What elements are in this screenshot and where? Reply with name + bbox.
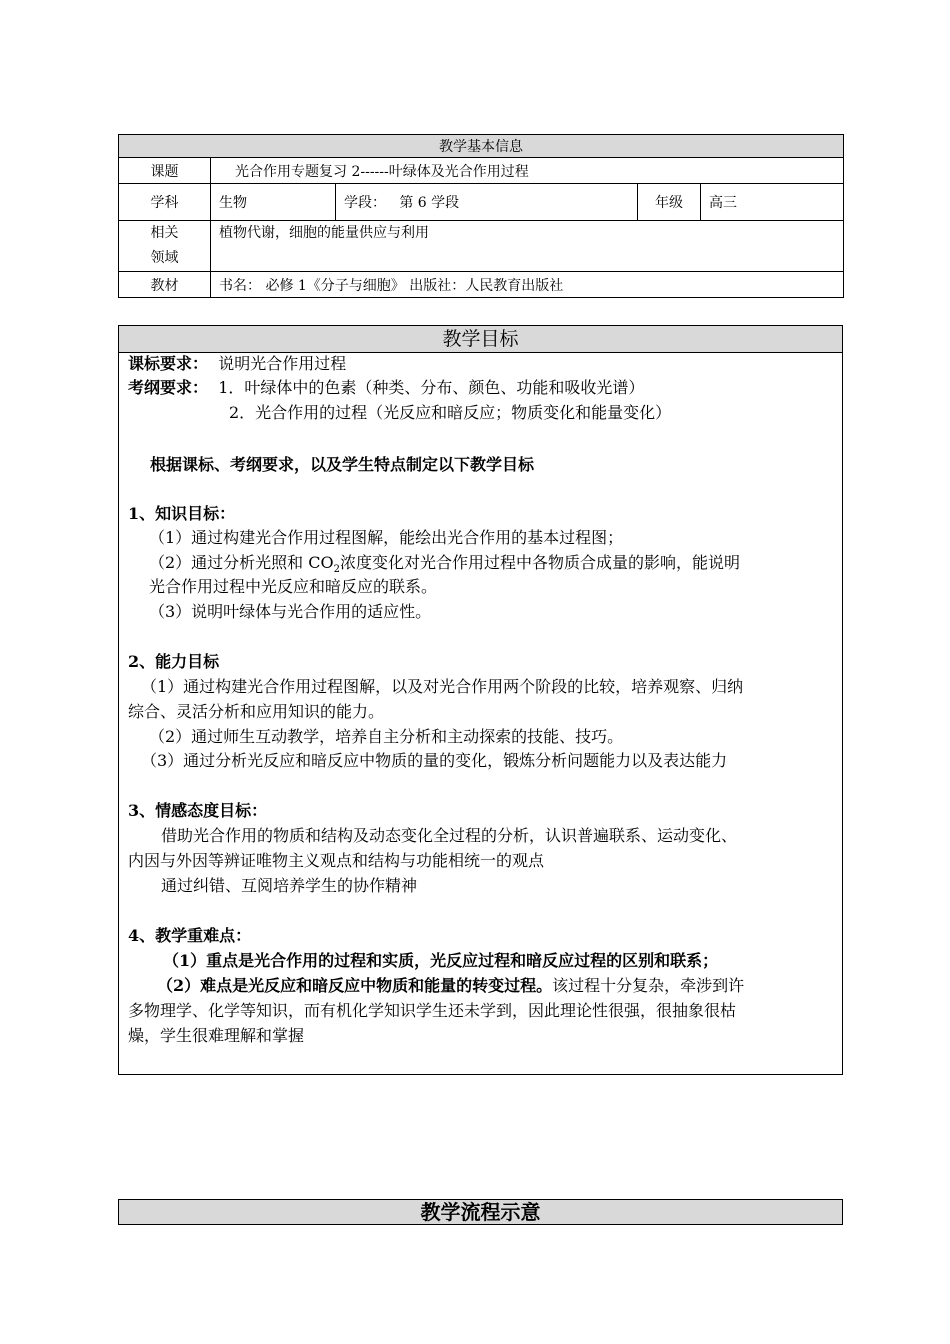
exam-item-2: 2．光合作用的过程（光反应和暗反应；物质变化和能量变化） — [229, 403, 672, 422]
field-value: 植物代谢，细胞的能量供应与利用 — [211, 221, 844, 272]
teaching-flow-title: 教学流程示意 — [118, 1199, 843, 1225]
exam-item-1: 1．叶绿体中的色素（种类、分布、颜色、功能和吸收光谱） — [218, 378, 645, 397]
topic-value: 光合作用专题复习 2------叶绿体及光合作用过程 — [211, 158, 844, 184]
ability-2: （2）通过师生互动教学，培养自主分析和主动探索的技能、技巧。 — [149, 727, 624, 746]
knowledge-2-pre: （2）通过分析光照和 CO — [149, 553, 334, 572]
curriculum-value: 说明光合作用过程 — [218, 354, 347, 373]
subject-value: 生物 — [211, 184, 336, 221]
basis-text: 根据课标、考纲要求，以及学生特点制定以下教学目标 — [150, 455, 535, 474]
curriculum-line — [128, 352, 346, 376]
basic-info-table — [118, 134, 844, 298]
exam-line — [128, 376, 644, 400]
grade-label: 年级 — [638, 184, 701, 221]
emotion-2: 通过纠错、互阅培养学生的协作精神 — [161, 876, 418, 895]
key-point-2-line1 — [157, 974, 744, 998]
exam-label: 考纲要求： — [128, 378, 209, 397]
key-points-heading: 4、教学重难点： — [128, 926, 252, 945]
emotion-heading: 3、情感态度目标： — [128, 801, 268, 820]
field-label-line1: 相关 — [150, 225, 179, 241]
subject-label: 学科 — [119, 184, 211, 221]
ability-heading: 2、能力目标 — [128, 652, 220, 671]
textbook-value: 书名： 必修 1《分子与细胞》 出版社：人民教育出版社 — [211, 272, 844, 298]
key-point-2-rest: 该过程十分复杂，牵涉到许 — [552, 976, 745, 995]
info-table-header: 教学基本信息 — [119, 135, 844, 158]
goals-title: 教学目标 — [119, 326, 842, 353]
curriculum-label: 课标要求： — [128, 354, 209, 373]
emotion-1-line1: 借助光合作用的物质和结构及动态变化全过程的分析，认识普遍联系、运动变化、 — [161, 826, 738, 845]
field-label-line2: 领域 — [150, 250, 179, 266]
key-point-2-bold: （2）难点是光反应和暗反应中物质和能量的转变过程。 — [157, 976, 553, 995]
ability-3: （3）通过分析光反应和暗反应中物质的量的变化，锻炼分析问题能力以及表达能力 — [141, 751, 728, 770]
key-point-2-line2: 多物理学、化学等知识，而有机化学知识学生还未学到，因此理论性很强，很抽象很枯 — [128, 1001, 737, 1020]
field-label — [119, 221, 211, 272]
stage-cell — [336, 184, 638, 221]
grade-value: 高三 — [701, 184, 844, 221]
knowledge-1: （1）通过构建光合作用过程图解，能绘出光合作用的基本过程图； — [149, 528, 624, 547]
knowledge-3: （3）说明叶绿体与光合作用的适应性。 — [149, 602, 432, 621]
stage-value: 第 6 学段 — [399, 195, 460, 211]
knowledge-2-post: 浓度变化对光合作用过程中各物质合成量的影响，能说明 — [340, 553, 741, 572]
textbook-label: 教材 — [119, 272, 211, 298]
knowledge-heading: 1、知识目标： — [128, 504, 236, 523]
stage-label: 学段： — [344, 195, 386, 211]
knowledge-2-line2: 光合作用过程中光反应和暗反应的联系。 — [149, 577, 438, 596]
key-point-1: （1）重点是光合作用的过程和实质，光反应过程和暗反应过程的区别和联系； — [163, 951, 719, 970]
ability-1-line2: 综合、灵活分析和应用知识的能力。 — [128, 702, 385, 721]
co2-subscript: 2 — [333, 564, 341, 576]
teaching-goals-box — [118, 325, 843, 1075]
topic-label: 课题 — [119, 158, 211, 184]
ability-1-line1: （1）通过构建光合作用过程图解，以及对光合作用两个阶段的比较，培养观察、归纳 — [141, 677, 744, 696]
emotion-1-line2: 内因与外因等辨证唯物主义观点和结构与功能相统一的观点 — [128, 851, 545, 870]
key-point-2-line3: 燥，学生很难理解和掌握 — [128, 1026, 305, 1045]
